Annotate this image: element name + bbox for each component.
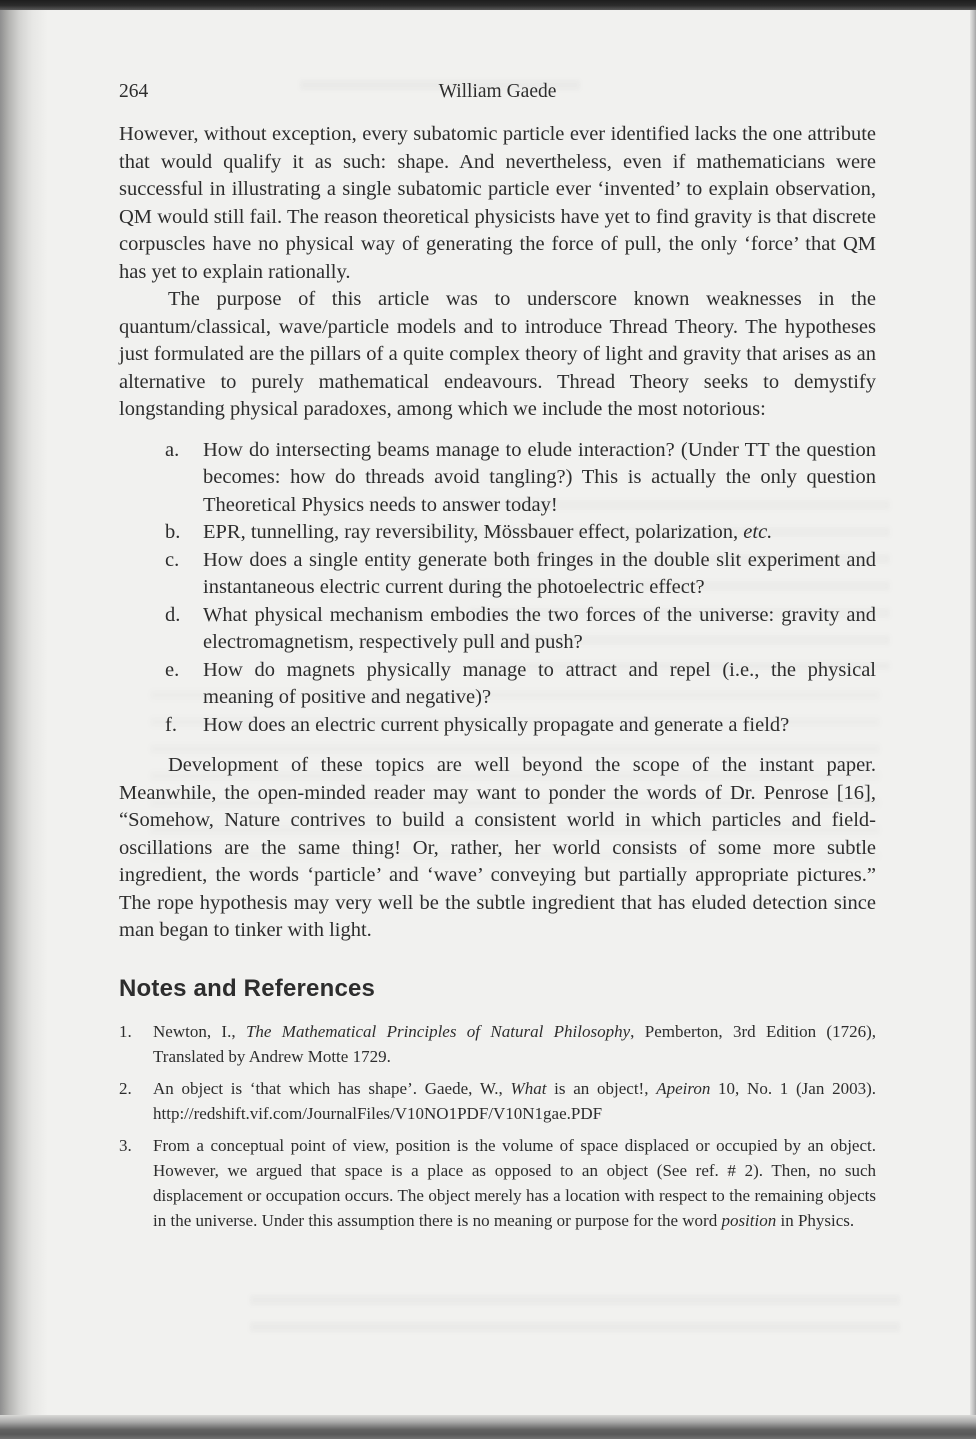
list-text: EPR, tunnelling, ray reversibility, Mössbauer effect, polarization, bbox=[203, 521, 744, 543]
reference-journal-italic: Apeiron bbox=[656, 1078, 711, 1098]
paragraph-2: The purpose of this article was to underscore known weaknesses in the quantum/classical, wave/particle models and to introduce Thread Theory. The hypotheses just formulated are the pillars of a quite complex theory of light and gravity that arises as an alternative to purely mathematical endeavours. Thread Theory seeks to demystify longstanding physical paradoxes, among which we include the most notorious: bbox=[119, 288, 876, 420]
list-item-c bbox=[119, 547, 876, 602]
reference-text: in Physics. bbox=[776, 1210, 855, 1230]
reference-text: Newton, I., bbox=[153, 1021, 246, 1041]
reference-item-3 bbox=[119, 1133, 876, 1233]
reference-number: 2. bbox=[119, 1078, 132, 1098]
paragraph-1: However, without exception, every subatomic particle ever identified lacks the one attribute that would qualify it as such: shape. And nevertheless, even if mathematicians were successful in illustrating a single subatomic particle ever ‘invented’ to explain observation, QM would still fail. The reason theoretical physicists have yet to find gravity is that discrete corpuscles have no physical way of generating the force of pull, the only ‘force’ that QM has yet to explain rationally. bbox=[119, 123, 876, 283]
page-header bbox=[119, 78, 876, 105]
list-item-f bbox=[119, 712, 876, 740]
reference-number: 1. bbox=[119, 1021, 132, 1041]
list-text-italic: etc. bbox=[743, 521, 773, 543]
list-label: f. bbox=[165, 713, 177, 736]
reference-title-italic: The Mathematical Principles of Natural Philosophy bbox=[245, 1021, 631, 1041]
reference-text: 10, No. 1 (Jan 2003). http://redshift.vif.com/JournalFiles/V10NO1PDF/V10N1gae.PDF bbox=[153, 1078, 876, 1123]
list-label: a. bbox=[165, 438, 180, 461]
scan-edge-top bbox=[0, 0, 976, 10]
list-item-e bbox=[119, 657, 876, 712]
list-item-a bbox=[119, 437, 876, 520]
reference-text: is an object!, bbox=[546, 1078, 657, 1098]
reference-title-italic: What bbox=[510, 1078, 547, 1098]
list-label: d. bbox=[165, 603, 181, 626]
references-list bbox=[119, 1019, 876, 1233]
list-text: How do magnets physically manage to attract and repel (i.e., the physical meaning of positive and negative)? bbox=[203, 658, 876, 708]
section-heading: Notes and References bbox=[119, 974, 376, 1002]
running-header: William Gaede bbox=[438, 81, 557, 102]
reference-text: From a conceptual point of view, position is the volume of space displaced or occupied by an object. However, we argued that space is a place as opposed to an object (See ref. # 2). Then, no such displacement or occupation occurs. The object merely has a location with respect to the remaining objects in the universe. Under this assumption there is no meaning or purpose for the word bbox=[153, 1135, 876, 1230]
page-number: 264 bbox=[119, 81, 149, 102]
list-text: How do intersecting beams manage to elude interaction? (Under TT the question becomes: how do threads avoid tangling?) This is actually the only question Theoretical Physics needs to answer today! bbox=[203, 438, 876, 516]
list-label: b. bbox=[165, 521, 181, 543]
scan-edge-left bbox=[0, 8, 48, 1424]
list-text: What physical mechanism embodies the two forces of the universe: gravity and electromagnetism, respectively pull and push? bbox=[203, 603, 876, 653]
list-label: c. bbox=[165, 548, 180, 571]
reference-text: An object is ‘that which has shape’. Gaede, W., bbox=[153, 1078, 511, 1098]
scan-edge-right bbox=[970, 8, 976, 1424]
reference-number: 3. bbox=[119, 1135, 132, 1155]
list-item-b bbox=[119, 519, 876, 547]
reference-item-1 bbox=[119, 1019, 876, 1069]
reference-item-2 bbox=[119, 1076, 876, 1126]
scan-edge-bottom bbox=[0, 1415, 976, 1439]
list-item-d bbox=[119, 602, 876, 657]
show-through-artifact bbox=[250, 1295, 900, 1343]
reference-text: , Pemberton, 3rd Edition (1726), Translated by Andrew Motte 1729. bbox=[153, 1021, 876, 1066]
list-text: How does an electric current physically propagate and generate a field? bbox=[203, 713, 790, 736]
paragraph-3: Development of these topics are well beyond the scope of the instant paper. Meanwhile, the open-minded reader may want to ponder the words of Dr. Penrose [16], “Somehow, Nature contrives to build a consistent world in which particles and field-oscillations are the same thing! Or, rather, her world consists of some more subtle ingredient, the words ‘particle’ and ‘wave’ conveying but partially appropriate pictures.” The rope hypothesis may very well be the subtle ingredient that has eluded detection since man began to tinker with light. bbox=[119, 754, 876, 941]
list-text: How does a single entity generate both fringes in the double slit experiment and instantaneous electric current during the photoelectric effect? bbox=[203, 548, 876, 598]
list-label: e. bbox=[165, 658, 180, 681]
questions-list bbox=[119, 437, 876, 740]
text-column bbox=[119, 78, 876, 1240]
reference-word-italic: position bbox=[721, 1210, 777, 1230]
